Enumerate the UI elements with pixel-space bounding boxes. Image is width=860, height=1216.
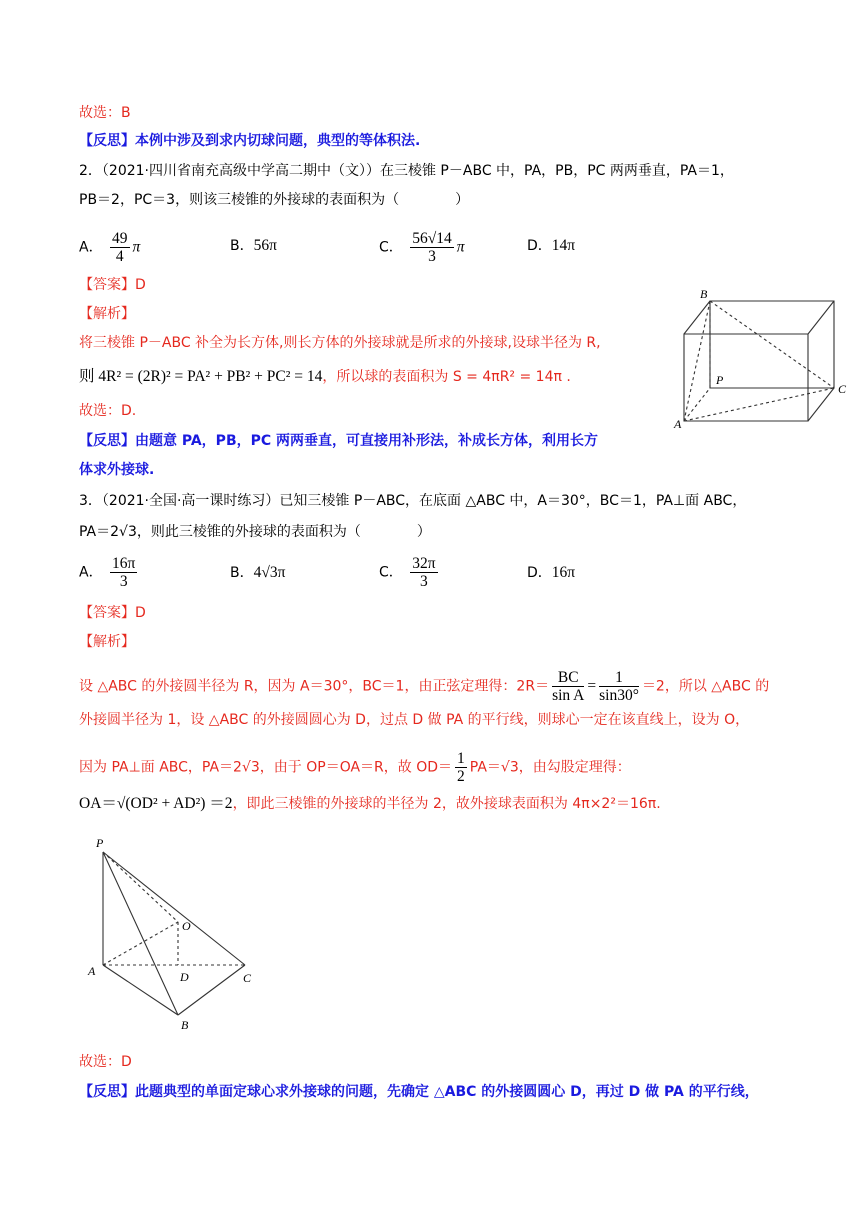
q3-analysis-line4: OA＝√(OD² + AD²) ＝2，即此三棱锥的外接球的半径为 2，故外接球表面积为 4π×2²＝16π.	[79, 795, 661, 812]
q2-analysis-line2: 则 4R² = (2R)² = PA² + PB² + PC² = 14，所以球的表面积为 S = 4πR² = 14π .	[79, 368, 571, 385]
q2-stem-line1: 2．（2021·四川省南充高级中学高二期中（文））在三棱锥 P－ABC 中，PA，PB，PC 两两垂直，PA＝1，	[79, 163, 734, 179]
prev-answer: 故选：B	[79, 105, 131, 121]
label-c: C	[838, 382, 847, 396]
q3-stem-line2: PA＝2√3，则此三棱锥的外接球的表面积为（ ）	[79, 524, 431, 540]
q3-analysis-line2: 外接圆半径为 1，设 △ABC 的外接圆圆心为 D，过点 D 做 PA 的平行线，则球心一定在该直线上，设为 O，	[79, 712, 750, 728]
q2-analysis-line1: 将三棱锥 P－ABC 补全为长方体,则长方体的外接球就是所求的外接球,设球半径为 R,	[79, 335, 601, 351]
prev-reflection	[79, 131, 420, 151]
q2-analysis-tag: 【解析】	[79, 306, 135, 322]
label-c: C	[243, 971, 252, 985]
q3-analysis-line1: 设 △ABC 的外接圆半径为 R，因为 A＝30°，BC＝1，由正弦定理得：2R＝ $\frac{BC}{\text{sin A}}$ = $\frac{1}{\sin 30^\circ}$ ＝2，所以 △ABC 的	[79, 669, 770, 704]
q3-analysis-line3: 因为 PA⊥面 ABC，PA＝2√3，由于 OP＝OA＝R，故 OD＝ $\frac{1}{2}$ PA＝√3，由勾股定理得：	[79, 750, 631, 785]
reflection-tag: 【反思】	[79, 133, 135, 149]
label-b: B	[700, 288, 708, 301]
q2-cuboid-figure	[672, 288, 852, 434]
q3-choose: 故选：D	[79, 1054, 132, 1070]
q3-answer: 【答案】D	[79, 605, 146, 621]
label-d: D	[180, 970, 189, 984]
q2-stem-line2: PB＝2，PC＝3，则该三棱锥的外接球的表面积为（ ）	[79, 192, 470, 208]
q3-option-a: A． $\frac{16\pi}{3}$	[79, 555, 136, 590]
q2-reflection-line2: 体求外接球.	[79, 462, 155, 478]
q3-option-d: D．16π	[527, 564, 576, 581]
label-a: A	[674, 417, 682, 431]
q2-answer: 【答案】D	[79, 277, 146, 293]
q3-analysis-tag: 【解析】	[79, 634, 135, 650]
label-p: P	[96, 836, 104, 850]
q2-reflection-line1: 【反思】由题意 PA，PB，PC 两两垂直，可直接用补形法，补成长方体，利用长方	[79, 433, 599, 449]
q2-option-b: B．56π	[230, 237, 277, 254]
reflection-text: 本例中涉及到求内切球问题，典型的等体积法.	[135, 133, 421, 149]
label-a: A	[88, 964, 96, 978]
q3-tetrahedron-figure	[82, 834, 272, 1034]
q2-option-c: C． $\frac{56√14}{3}$ π	[379, 230, 465, 265]
q2-choose: 故选：D.	[79, 403, 137, 419]
label-p: P	[716, 373, 724, 387]
label-b: B	[181, 1018, 189, 1032]
q2-option-d: D．14π	[527, 237, 576, 254]
label-o: O	[182, 919, 191, 933]
q3-option-c: C． $\frac{32\pi}{3}$	[379, 555, 436, 590]
q3-reflection: 【反思】此题典型的单面定球心求外接球的问题，先确定 △ABC 的外接圆圆心 D，再过 D 做 PA 的平行线，	[79, 1084, 759, 1100]
q3-stem-line1: 3．（2021·全国·高一课时练习）已知三棱锥 P－ABC，在底面 △ABC 中，A＝30°，BC＝1，PA⊥面 ABC，	[79, 493, 747, 509]
q3-option-b: B．4√3π	[230, 564, 286, 581]
q2-option-a: A． $\frac{49}{4}$ π	[79, 230, 141, 265]
